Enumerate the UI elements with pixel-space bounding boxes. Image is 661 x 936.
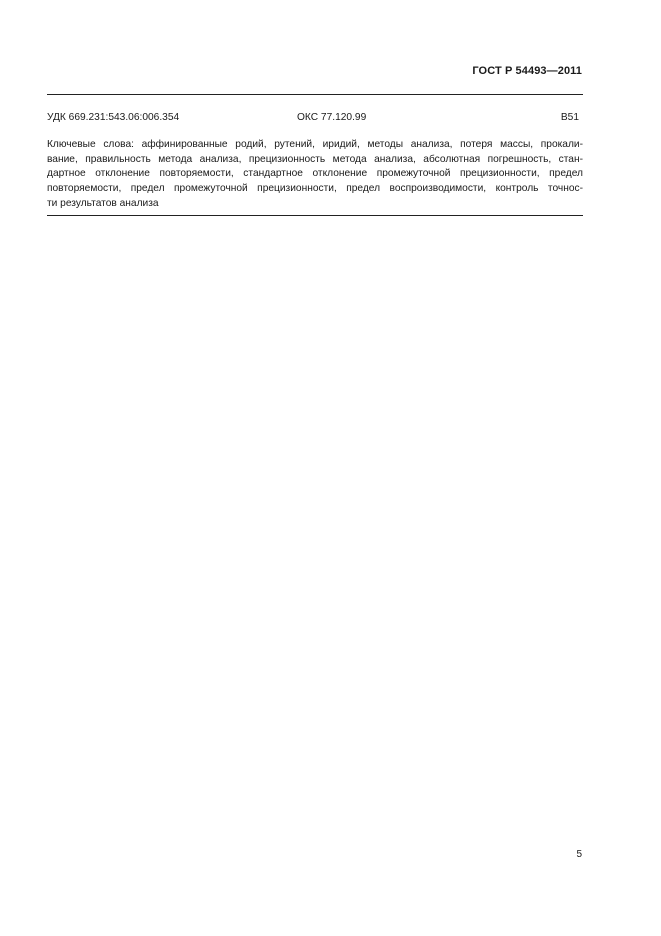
udc-code: УДК 669.231:543.06:006.354 (47, 112, 180, 123)
oks-code: ОКС 77.120.99 (297, 112, 367, 123)
group-code: В51 (560, 112, 579, 123)
footer-divider (47, 215, 583, 216)
keywords-line: вание, правильность метода анализа, прецизионность метода анализа, абсолютная погрешность, стан- (47, 153, 583, 165)
keywords-line: ти результатов анализа (47, 197, 159, 209)
page-number: 5 (576, 849, 582, 860)
keywords-line: Ключевые слова: аффинированные родий, рутений, иридий, методы анализа, потеря массы, прокали- (47, 139, 583, 150)
keywords-line: дартное отклонение повторяемости, стандартное отклонение промежуточной прецизионности, предел (47, 168, 583, 180)
keywords-line: повторяемости, предел промежуточной прецизионности, предел воспроизводимости, контроль точнос- (47, 183, 583, 195)
header-divider (47, 94, 583, 95)
classification-row (47, 112, 579, 126)
keywords-paragraph (47, 138, 583, 212)
standard-number: ГОСТ Р 54493—2011 (472, 65, 582, 77)
